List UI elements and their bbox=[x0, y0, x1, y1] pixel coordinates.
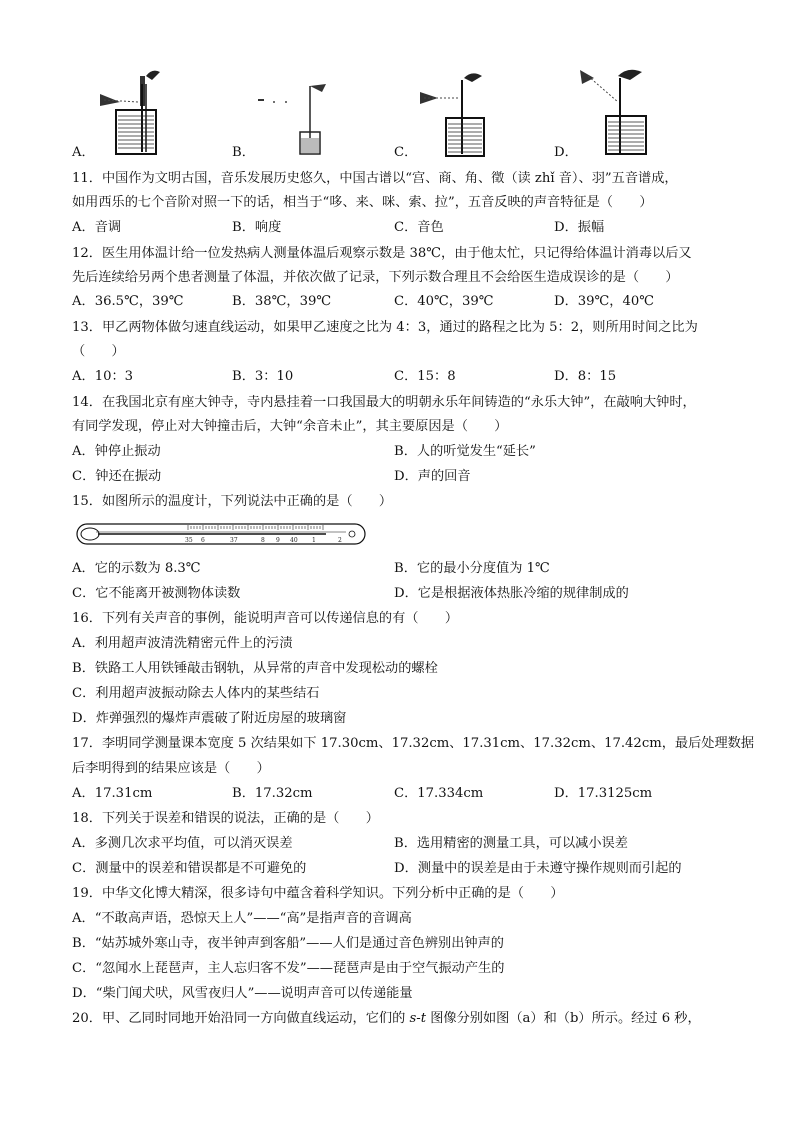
q10-option-label-b: B． bbox=[232, 145, 255, 160]
q11-option-c: C．音色 bbox=[394, 220, 444, 235]
q18-option-a: A．多测几次求平均值，可以消灭误差 bbox=[72, 836, 293, 851]
q20-stem bbox=[72, 1010, 734, 1028]
q14-stem-line-2: 有同学发现，停止对大钟撞击后，大钟“余音未止”，其主要原因是（ ） bbox=[72, 419, 508, 434]
beaker-measure-icon bbox=[418, 68, 488, 158]
q10-option-label-c: C． bbox=[394, 145, 418, 160]
thermometer-figure bbox=[76, 521, 368, 547]
q20-stem-part-2: 图像分别如图（a）和（b）所示。经过 6 秒， bbox=[426, 1011, 701, 1026]
q12-option-c: C．40℃，39℃ bbox=[394, 294, 494, 309]
q16-option-d: D．炸弹强烈的爆炸声震破了附近房屋的玻璃窗 bbox=[72, 711, 347, 726]
q20-st-label: s-t bbox=[409, 1011, 427, 1026]
thermometer-number: 8 bbox=[261, 537, 265, 544]
q14-option-a: A．钟停止振动 bbox=[72, 444, 161, 459]
q14-option-c: C．钟还在振动 bbox=[72, 469, 162, 484]
q15-option-a: A．它的示数为 8.3℃ bbox=[72, 561, 201, 576]
q16-stem: 16．下列有关声音的事例，能说明声音可以传递信息的有（ ） bbox=[72, 611, 459, 626]
beaker-measure-icon bbox=[256, 78, 328, 158]
q15-option-c: C．它不能离开被测物体读数 bbox=[72, 586, 241, 601]
q20-stem-part-1: 20．甲、乙同时同地开始沿同一方向做直线运动，它们的 bbox=[72, 1011, 410, 1026]
q12-stem-line-1: 12．医生用体温计给一位发热病人测量体温后观察示数是 38℃，由于他太忙，只记得给体温计消毒以后又 bbox=[72, 246, 692, 261]
q11-option-b: B．响度 bbox=[232, 220, 282, 235]
q17-stem-line-2: 后李明得到的结果应该是（ ） bbox=[72, 761, 270, 776]
q14-option-d: D．声的回音 bbox=[394, 469, 471, 484]
q12-option-a: A．36.5℃，39℃ bbox=[72, 294, 184, 309]
q13-option-d: D．8：15 bbox=[554, 369, 617, 384]
q14-stem-line-1: 14．在我国北京有座大钟寺，寺内悬挂着一口我国最大的明朝永乐年间铸造的“永乐大钟”，在敲响大钟时， bbox=[72, 395, 696, 410]
q18-option-b: B．选用精密的测量工具，可以减小误差 bbox=[394, 836, 628, 851]
q13-stem-line-2: （ ） bbox=[72, 344, 125, 359]
q19-option-d: D．“柴门闻犬吠，风雪夜归人”——说明声音可以传递能量 bbox=[72, 986, 413, 1001]
q13-option-c: C．15：8 bbox=[394, 369, 456, 384]
q12-option-b: B．38℃，39℃ bbox=[232, 294, 332, 309]
thermometer-number: 1 bbox=[312, 537, 316, 544]
q17-stem-line-1: 17．李明同学测量课本宽度 5 次结果如下 17.30cm、17.32cm、17.31cm、17.32cm、17.42cm，最后处理数据 bbox=[72, 736, 755, 751]
q19-option-b: B．“姑苏城外寒山寺，夜半钟声到客船”——人们是通过音色辨别出钟声的 bbox=[72, 936, 504, 951]
q18-option-c: C．测量中的误差和错误都是不可避免的 bbox=[72, 861, 307, 876]
q10-option-label-d: D． bbox=[554, 145, 578, 160]
thermometer-number: 37 bbox=[230, 537, 238, 544]
q10-option-label-a: A． bbox=[72, 145, 95, 160]
q13-option-b: B．3：10 bbox=[232, 369, 294, 384]
q19-stem: 19．中华文化博大精深，很多诗句中蕴含着科学知识。下列分析中正确的是（ ） bbox=[72, 886, 564, 901]
q16-option-b: B．铁路工人用铁锤敲击钢轨，从异常的声音中发现松动的螺栓 bbox=[72, 661, 438, 676]
thermometer-icon bbox=[76, 521, 368, 547]
q18-option-d: D．测量中的误差是由于未遵守操作规则而引起的 bbox=[394, 861, 682, 876]
q17-option-c: C．17.334cm bbox=[394, 786, 484, 801]
q17-option-d: D．17.3125cm bbox=[554, 786, 653, 801]
q12-stem-line-2: 先后连续给另两个患者测量了体温，并依次做了记录，下列示数合理且不会给医生造成误诊的是（ ） bbox=[72, 270, 679, 285]
q18-stem: 18．下列关于误差和错误的说法，正确的是（ ） bbox=[72, 811, 379, 826]
figure-option-c bbox=[418, 68, 488, 158]
thermometer-number: 35 bbox=[185, 537, 193, 544]
q16-option-a: A．利用超声波清洗精密元件上的污渍 bbox=[72, 636, 293, 651]
thermometer-number: 6 bbox=[201, 537, 205, 544]
thermometer-number: 40 bbox=[290, 537, 298, 544]
beaker-measure-icon bbox=[98, 64, 168, 156]
thermometer-number: 2 bbox=[338, 537, 342, 544]
q13-option-a: A．10：3 bbox=[72, 369, 134, 384]
q19-option-a: A．“不敢高声语，恐惊天上人”——“高”是指声音的音调高 bbox=[72, 911, 412, 926]
q11-stem-line-1: 11．中国作为文明古国，音乐发展历史悠久，中国古谱以“宫、商、角、徵（读 zhǐ 音）、羽”五音谱成， bbox=[72, 171, 678, 186]
q14-option-b: B．人的听觉发生“延长” bbox=[394, 444, 536, 459]
thermometer-number: 9 bbox=[276, 537, 280, 544]
figure-option-d bbox=[578, 66, 652, 158]
q15-stem: 15．如图所示的温度计，下列说法中正确的是（ ） bbox=[72, 494, 393, 509]
beaker-measure-icon bbox=[578, 66, 652, 158]
q11-option-a: A．音调 bbox=[72, 220, 122, 235]
q13-stem-line-1: 13．甲乙两物体做匀速直线运动，如果甲乙速度之比为 4：3，通过的路程之比为 5：2，则所用时间之比为 bbox=[72, 320, 698, 335]
q11-stem-line-2: 如用西乐的七个音阶对照一下的话，相当于“哆、来、咪、索、拉”，五音反映的声音特征是（ ） bbox=[72, 195, 653, 210]
figure-option-b bbox=[256, 78, 328, 158]
q19-option-c: C．“忽闻水上琵琶声，主人忘归客不发”——琵琶声是由于空气振动产生的 bbox=[72, 961, 505, 976]
q15-option-d: D．它是根据液体热胀冷缩的规律制成的 bbox=[394, 586, 629, 601]
q17-option-b: B．17.32cm bbox=[232, 786, 313, 801]
q15-option-b: B．它的最小分度值为 1℃ bbox=[394, 561, 550, 576]
q17-option-a: A．17.31cm bbox=[72, 786, 153, 801]
q11-option-d: D．振幅 bbox=[554, 220, 605, 235]
q16-option-c: C．利用超声波振动除去人体内的某些结石 bbox=[72, 686, 320, 701]
q12-option-d: D．39℃，40℃ bbox=[554, 294, 655, 309]
figure-option-a bbox=[98, 64, 168, 156]
